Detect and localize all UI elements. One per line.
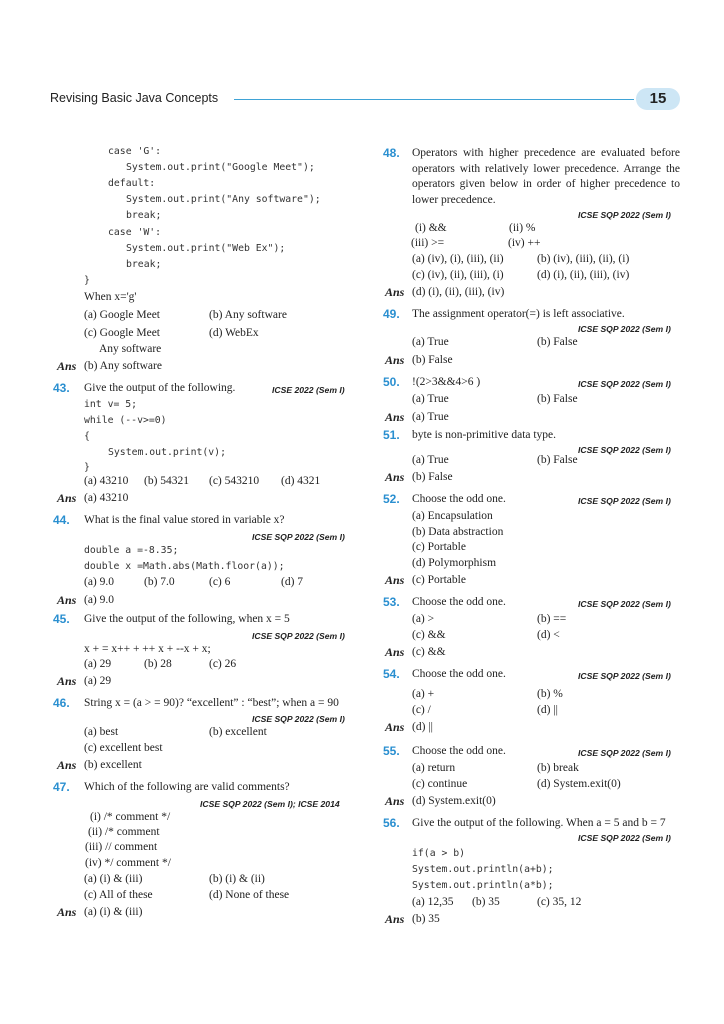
when-line: When x='g' — [84, 291, 137, 303]
question-number: 49. — [383, 307, 400, 321]
code-line: while (--v>=0) — [84, 415, 167, 426]
option: (a) 9.0 — [84, 576, 115, 588]
question-number: 52. — [383, 492, 400, 506]
code-line: } — [84, 462, 90, 473]
code-line: default: — [108, 178, 156, 189]
question-number: 45. — [53, 612, 70, 626]
option: (d) (i), (ii), (iii), (iv) — [537, 269, 630, 281]
option: (c) Google Meet — [84, 327, 160, 339]
option: (a) + — [412, 688, 435, 700]
option: (c) 543210 — [209, 475, 260, 487]
answer-label: Ans — [385, 720, 405, 734]
list-item: (iii) >= — [411, 237, 445, 249]
option: (c) 26 — [209, 658, 237, 670]
option: (a) 29 — [84, 658, 112, 670]
option: (a) (iv), (i), (iii), (ii) — [412, 253, 504, 265]
answer: (b) False — [412, 471, 453, 483]
option: (b) (iv), (iii), (ii), (i) — [537, 253, 630, 265]
answer: (d) (i), (ii), (iii), (iv) — [412, 286, 505, 298]
code-line: double a =-8.35; — [84, 545, 179, 556]
option: (c) / — [412, 704, 431, 716]
option: (a) > — [412, 613, 435, 625]
answer: (a) 43210 — [84, 492, 129, 504]
option: (c) continue — [412, 778, 468, 790]
answer-label: Ans — [385, 573, 405, 587]
exam-tag: ICSE SQP 2022 (Sem I) — [578, 496, 671, 506]
option: (a) Google Meet — [84, 309, 160, 321]
answer: (c) Portable — [412, 574, 466, 586]
question-text: Give the output of the following. When a = 5 and b = 7 — [412, 817, 666, 829]
answer: (b) 35 — [412, 913, 440, 925]
question-text: Choose the odd one. — [412, 493, 506, 505]
list-item: (i) /* comment */ — [90, 811, 171, 823]
option: (d) || — [537, 704, 558, 716]
option: (a) Encapsulation — [412, 510, 493, 522]
answer: (d) System.exit(0) — [412, 795, 496, 807]
code-line: double x =Math.abs(Math.floor(a)); — [84, 561, 285, 572]
answer-label: Ans — [385, 645, 405, 659]
code-line: System.out.print("Any software"); — [126, 194, 321, 205]
option: (a) 43210 — [84, 475, 129, 487]
question-text: Which of the following are valid comments? — [84, 781, 290, 793]
question-number: 47. — [53, 780, 70, 794]
answer: (b) excellent — [84, 759, 142, 771]
question-text: byte is non-primitive data type. — [412, 429, 557, 441]
answer-label: Ans — [385, 470, 405, 484]
question-text: Choose the odd one. — [412, 745, 506, 757]
exam-tag: ICSE SQP 2022 (Sem I) — [578, 599, 671, 609]
code-line: System.out.print("Google Meet"); — [126, 162, 315, 173]
question-number: 48. — [383, 146, 400, 160]
code-line: { — [84, 431, 90, 442]
list-item: (ii) % — [509, 222, 536, 234]
question-number: 56. — [383, 816, 400, 830]
option: (c) (iv), (ii), (iii), (i) — [412, 269, 504, 281]
answer-label: Ans — [385, 353, 405, 367]
question-number: 50. — [383, 375, 400, 389]
option: (b) False — [537, 336, 578, 348]
header-rule — [234, 99, 634, 100]
code-line: System.out.println(a+b); — [412, 864, 554, 875]
list-item: (iv) ++ — [508, 237, 541, 249]
option: (b) False — [537, 393, 578, 405]
answer: (b) Any software — [84, 360, 162, 372]
option: (d) < — [537, 629, 560, 641]
answer-label: Ans — [57, 674, 77, 688]
code-line: break; — [126, 210, 162, 221]
question-number: 46. — [53, 696, 70, 710]
option: (b) % — [537, 688, 563, 700]
option: (b) False — [537, 454, 578, 466]
option: (b) excellent — [209, 726, 267, 738]
option: (a) best — [84, 726, 119, 738]
question-number: 54. — [383, 667, 400, 681]
option: (b) 7.0 — [144, 576, 175, 588]
answer-label: Ans — [385, 912, 405, 926]
code-line: if(a > b) — [412, 848, 466, 859]
option: (c) 6 — [209, 576, 231, 588]
list-item: (iii) // comment — [85, 841, 158, 853]
option: (a) (i) & (iii) — [84, 873, 143, 885]
question-text: Choose the odd one. — [412, 668, 506, 680]
option: (c) excellent best — [84, 742, 163, 754]
option: (c) All of these — [84, 889, 153, 901]
list-item: (ii) /* comment — [88, 826, 160, 838]
exam-tag: ICSE 2022 (Sem I) — [272, 385, 345, 395]
option: (c) && — [412, 629, 446, 641]
answer: (a) 9.0 — [84, 594, 115, 606]
running-header: Revising Basic Java Concepts — [50, 91, 219, 105]
answer: (c) && — [412, 646, 446, 658]
code-line: case 'G': — [108, 146, 162, 157]
option: (b) == — [537, 613, 567, 625]
answer: (a) 29 — [84, 675, 112, 687]
answer-label: Ans — [385, 285, 405, 299]
answer-label: Ans — [57, 491, 77, 505]
expression: x + = x++ + ++ x + --x + x; — [84, 643, 211, 655]
answer-label: Ans — [385, 410, 405, 424]
exam-tag: ICSE SQP 2022 (Sem I) — [578, 379, 671, 389]
question-text: What is the final value stored in variable x? — [84, 514, 285, 526]
question-number: 51. — [383, 428, 400, 442]
option: (a) True — [412, 336, 449, 348]
option: (b) Data abstraction — [412, 526, 504, 538]
option: (a) 12,35 — [412, 896, 454, 908]
list-item: (iv) */ comment */ — [85, 857, 171, 869]
answer-label: Ans — [57, 359, 77, 373]
answer-label: Ans — [57, 593, 77, 607]
question-number: 53. — [383, 595, 400, 609]
option: (b) 35 — [472, 896, 500, 908]
option: (b) Any software — [209, 309, 287, 321]
question-text: Give the output of the following. — [84, 382, 236, 394]
question-number: 44. — [53, 513, 70, 527]
option: (d) System.exit(0) — [537, 778, 621, 790]
answer-label: Ans — [57, 905, 77, 919]
option: (c) 35, 12 — [537, 896, 582, 908]
option: (a) True — [412, 454, 449, 466]
exam-tag: ICSE SQP 2022 (Sem I) — [252, 714, 345, 724]
exam-tag: ICSE SQP 2022 (Sem I) — [578, 210, 671, 220]
question-text: Choose the odd one. — [412, 596, 506, 608]
option: (d) Polymorphism — [412, 557, 497, 569]
option: (b) 28 — [144, 658, 172, 670]
answer: (a) (i) & (iii) — [84, 906, 143, 918]
answer: (a) True — [412, 411, 449, 423]
code-line: } — [84, 275, 90, 286]
answer: (d) || — [412, 721, 433, 733]
option: (b) 54321 — [144, 475, 190, 487]
exam-tag: ICSE SQP 2022 (Sem I) — [578, 324, 671, 334]
option: (b) break — [537, 762, 579, 774]
exam-tag: ICSE SQP 2022 (Sem I); ICSE 2014 — [200, 799, 340, 809]
answer: (b) False — [412, 354, 453, 366]
option: (a) return — [412, 762, 456, 774]
code-line: System.out.print(v); — [108, 447, 226, 458]
question-number: 43. — [53, 381, 70, 395]
exam-tag: ICSE SQP 2022 (Sem I) — [578, 445, 671, 455]
answer-label: Ans — [57, 758, 77, 772]
exam-tag: ICSE SQP 2022 (Sem I) — [578, 671, 671, 681]
exam-tag: ICSE SQP 2022 (Sem I) — [578, 833, 671, 843]
option: (d) WebEx — [209, 327, 259, 339]
code-line: int v= 5; — [84, 399, 138, 410]
answer-label: Ans — [385, 794, 405, 808]
exam-tag: ICSE SQP 2022 (Sem I) — [578, 748, 671, 758]
option: Any software — [99, 343, 162, 355]
question-text: String x = (a > = 90)? “excellent” : “best”; when a = 90 — [84, 697, 339, 709]
option: (d) 4321 — [281, 475, 321, 487]
code-line: case 'W': — [108, 227, 162, 238]
code-line: System.out.print("Web Ex"); — [126, 243, 286, 254]
question-text: !(2>3&&4>6 ) — [412, 376, 481, 388]
option: (d) 7 — [281, 576, 304, 588]
code-line: System.out.println(a*b); — [412, 880, 554, 891]
question-number: 55. — [383, 744, 400, 758]
option: (d) None of these — [209, 889, 290, 901]
exam-tag: ICSE SQP 2022 (Sem I) — [252, 532, 345, 542]
question-text: Give the output of the following, when x = 5 — [84, 613, 290, 625]
list-item: (i) && — [415, 222, 447, 234]
page-number: 15 — [636, 88, 680, 110]
code-line: break; — [126, 259, 162, 270]
option: (c) Portable — [412, 541, 466, 553]
question-text: Operators with higher precedence are evaluated before operators with relatively lower precedence. Arrange the operators given below in order of higher precedence to lower precedence. — [412, 147, 680, 206]
option: (b) (i) & (ii) — [209, 873, 265, 885]
exam-tag: ICSE SQP 2022 (Sem I) — [252, 631, 345, 641]
option: (a) True — [412, 393, 449, 405]
question-text: The assignment operator(=) is left associative. — [412, 308, 625, 320]
